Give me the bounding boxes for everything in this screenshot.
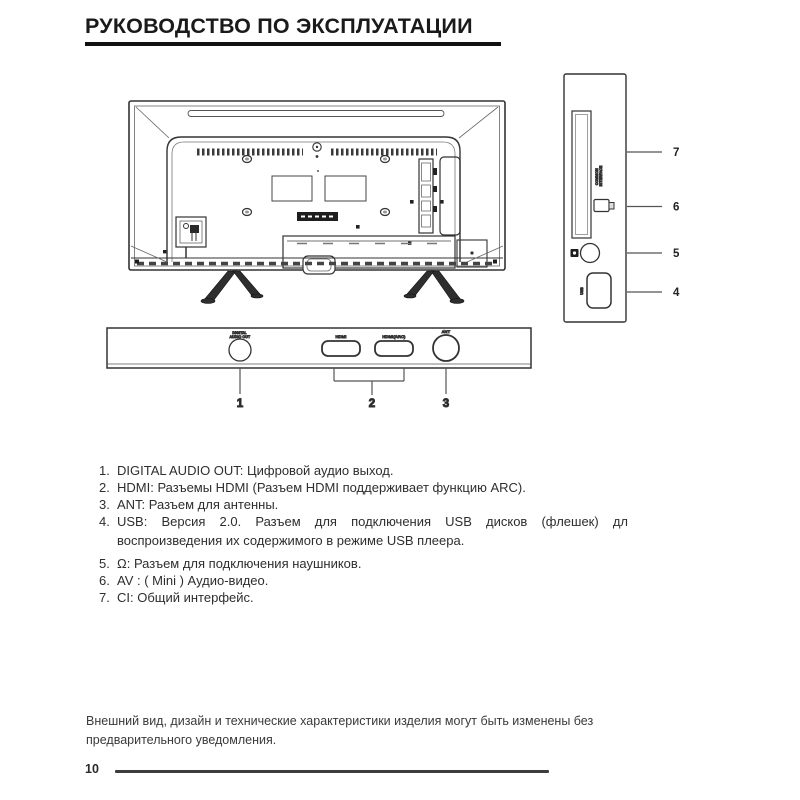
- rating-label-right: [325, 176, 366, 201]
- disclaimer-footnote: [86, 712, 746, 750]
- legend-item-5: [99, 556, 674, 573]
- legend-item-6: [99, 573, 674, 590]
- hdmi-port-2-label: HDMI(ARC): [382, 334, 406, 339]
- legend-item-text: ANT: Разъем для антенны.: [117, 497, 279, 512]
- legend-item-number: 5.: [99, 555, 110, 571]
- legend-item-text: CI: Общий интерфейс.: [117, 589, 254, 605]
- legend-item-3: [99, 497, 674, 514]
- tv-rear-diagram: [129, 101, 505, 304]
- callout-3: 3: [442, 398, 450, 410]
- bottom-strip-outline: [107, 328, 531, 368]
- digital-audio-out-jack: [229, 339, 251, 361]
- side-connector-column: [419, 157, 487, 267]
- legend-item-text: Ω: Разъем для подключения наушников.: [117, 555, 362, 571]
- tv-stand-left: [201, 271, 263, 304]
- legend-item-4: [99, 514, 674, 550]
- callout-7: 7: [673, 147, 680, 159]
- legend-item-7: [99, 590, 674, 607]
- usb-port: [587, 273, 611, 308]
- legend-item-number: 7.: [99, 589, 110, 605]
- legend-item-number: 2.: [99, 480, 110, 495]
- legend-item-4-line1: USB: Версия 2.0. Разъем для подключения USB дисков (флешек) дл: [117, 514, 628, 529]
- legend-item-text: DIGITAL AUDIO OUT: Цифровой аудио выход.: [117, 463, 394, 478]
- rear-panel-outline: [167, 137, 460, 262]
- connector-legend: [99, 463, 674, 607]
- legend-item-number: 6.: [99, 572, 110, 588]
- legend-item-2: [99, 480, 674, 497]
- side-callout-lines: [627, 152, 662, 292]
- callout-5: 5: [673, 248, 680, 260]
- legend-item-number: 3.: [99, 497, 110, 512]
- legend-item-text: HDMI: Разъемы HDMI (Разъем HDMI поддерживает функцию ARC).: [117, 480, 526, 495]
- page-title: РУКОВОДСТВО ПО ЭКСПЛУАТАЦИИ: [85, 14, 473, 38]
- tv-stand-right: [404, 271, 464, 304]
- digital-audio-out-label: DIGITAL AUDIO OUT: [229, 331, 251, 340]
- ant-jack: [433, 335, 459, 361]
- callout-4: 4: [673, 287, 680, 299]
- vesa-screw-holes: [243, 156, 390, 216]
- legend-item-number: 4.: [99, 514, 110, 529]
- usb-port-label: USB: [580, 287, 584, 295]
- rating-label-left: [272, 176, 312, 201]
- hdmi-port-2-arc: [375, 341, 413, 356]
- top-vent-slot: [188, 111, 444, 117]
- footer-rule: [115, 770, 549, 773]
- power-inlet-box: [176, 217, 206, 258]
- ant-jack-label: ANT: [441, 329, 451, 334]
- legend-item-number: 1.: [99, 463, 110, 478]
- legend-item-text: [117, 514, 674, 550]
- callout-2: 2: [368, 398, 376, 410]
- hdmi-port-1-label: HDMI: [335, 334, 347, 339]
- side-panel-diagram: [564, 74, 680, 322]
- callout-1: 1: [236, 398, 244, 410]
- footnote-line2: предварительного уведомления.: [86, 733, 277, 747]
- callout-6: 6: [673, 201, 680, 214]
- ci-slot-label: COMMON INTERFACE: [595, 165, 604, 187]
- legend-item-text: AV : ( Mini ) Аудио-видео.: [117, 572, 269, 588]
- footnote-line1: Внешний вид, дизайн и технические характеристики изделия могут быть изменены без: [86, 714, 594, 728]
- legend-item-4-line2: воспроизведения их содержимого в режиме USB плеера.: [117, 533, 465, 548]
- legend-item-1: [99, 463, 674, 480]
- bottom-ports-diagram: [107, 328, 531, 410]
- hdmi-port-1: [322, 341, 360, 356]
- page-number: 10: [85, 762, 99, 776]
- bottom-callout-lines: [240, 368, 446, 395]
